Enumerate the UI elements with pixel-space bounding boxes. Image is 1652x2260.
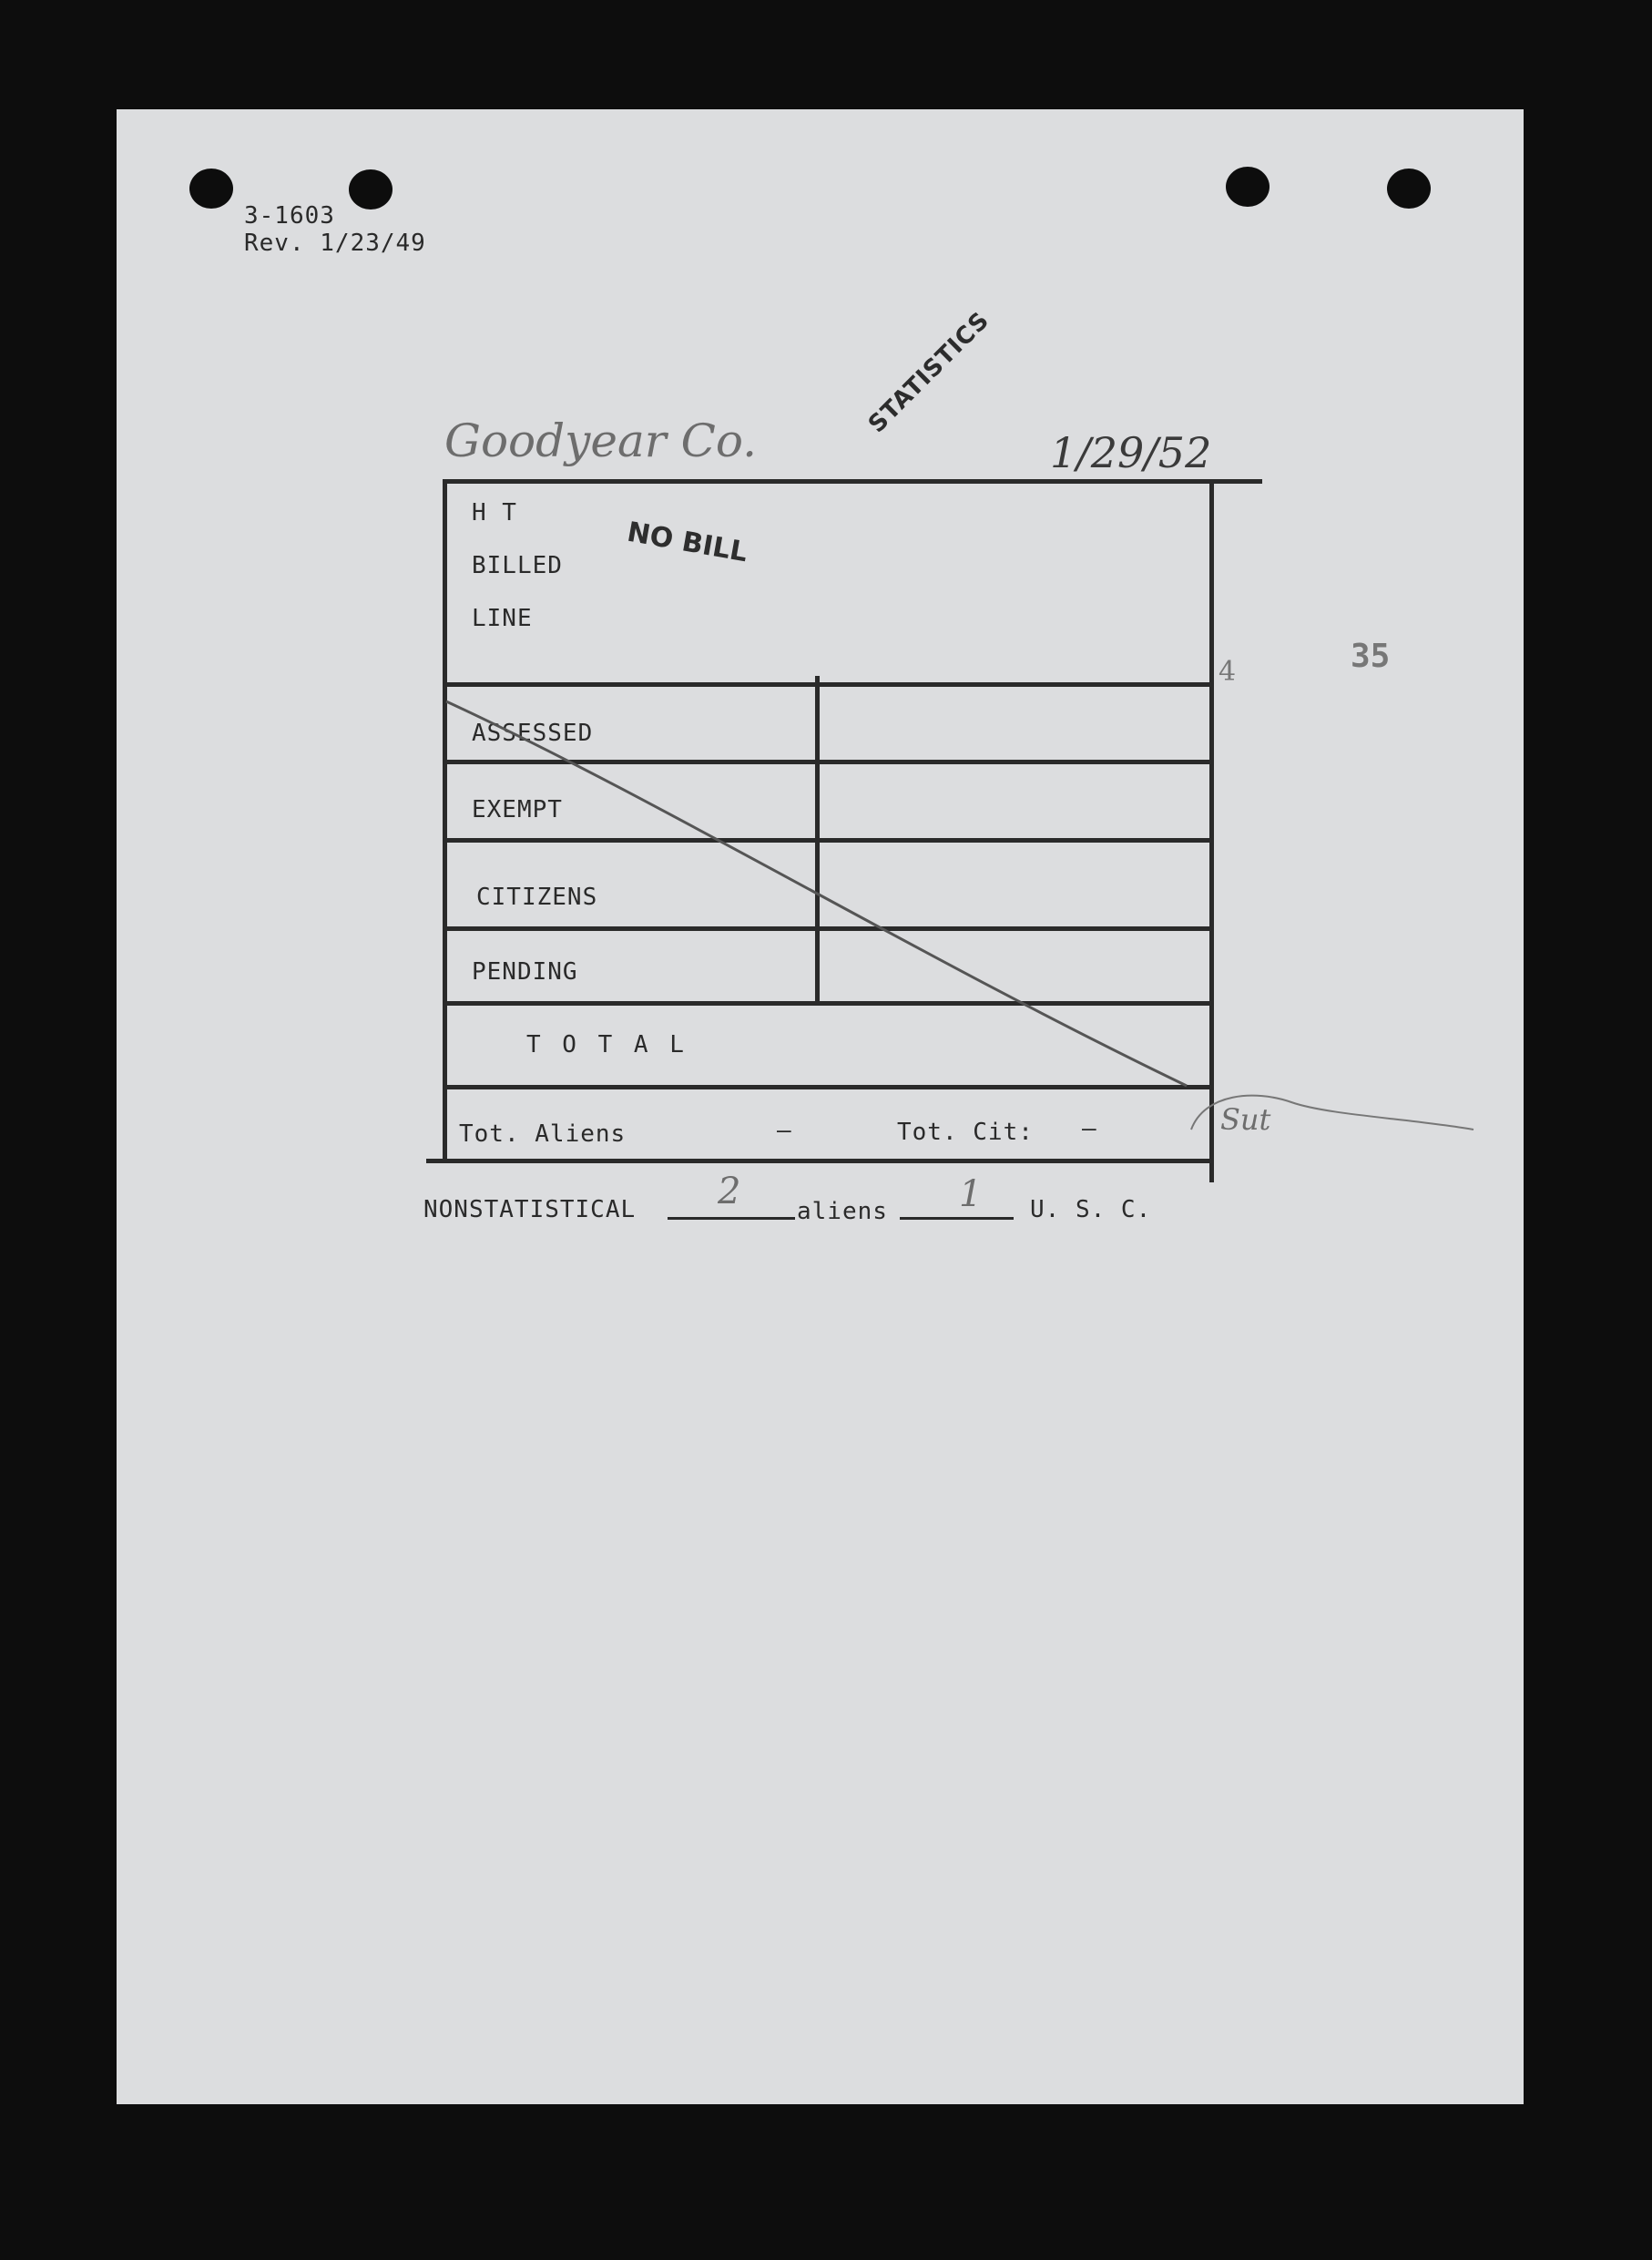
usc-label: U. S. C. [1030, 1196, 1152, 1223]
form-number: 3-1603 [244, 202, 335, 230]
void-line [117, 109, 1524, 1294]
no-bill-stamp: NO BILL [624, 516, 750, 569]
form-date: 1/29/52 [1050, 428, 1212, 477]
usc-count: 1 [959, 1173, 983, 1215]
label-total: T O T A L [526, 1031, 688, 1058]
document-page [117, 109, 1524, 2104]
tot-aliens-label: Tot. Aliens [459, 1120, 627, 1148]
label-assessed: ASSESSED [472, 720, 594, 747]
label-billed: BILLED [472, 552, 563, 579]
tot-cit-value: — [1082, 1115, 1097, 1142]
label-line: LINE [472, 605, 533, 632]
margin-mark: 4 [1219, 656, 1237, 688]
label-pending: PENDING [472, 958, 578, 986]
aliens-label: aliens [797, 1198, 888, 1225]
company-name: Goodyear Co. [444, 414, 757, 467]
tot-cit-label: Tot. Cit: [897, 1119, 1034, 1146]
label-citizens: CITIZENS [476, 884, 598, 911]
form-revision: Rev. 1/23/49 [244, 230, 426, 257]
statistics-stamp: STATISTICS [863, 306, 995, 439]
usc-underline [900, 1217, 1014, 1220]
tot-aliens-value: — [777, 1117, 792, 1144]
aliens-count: 2 [718, 1171, 741, 1212]
initials: Sut [1220, 1102, 1271, 1137]
label-exempt: EXEMPT [472, 796, 563, 823]
nonstatistical-label: NONSTATISTICAL [423, 1196, 637, 1223]
aliens-underline [668, 1217, 795, 1220]
margin-number: 35 [1351, 638, 1391, 675]
label-ht: H T [472, 499, 517, 527]
